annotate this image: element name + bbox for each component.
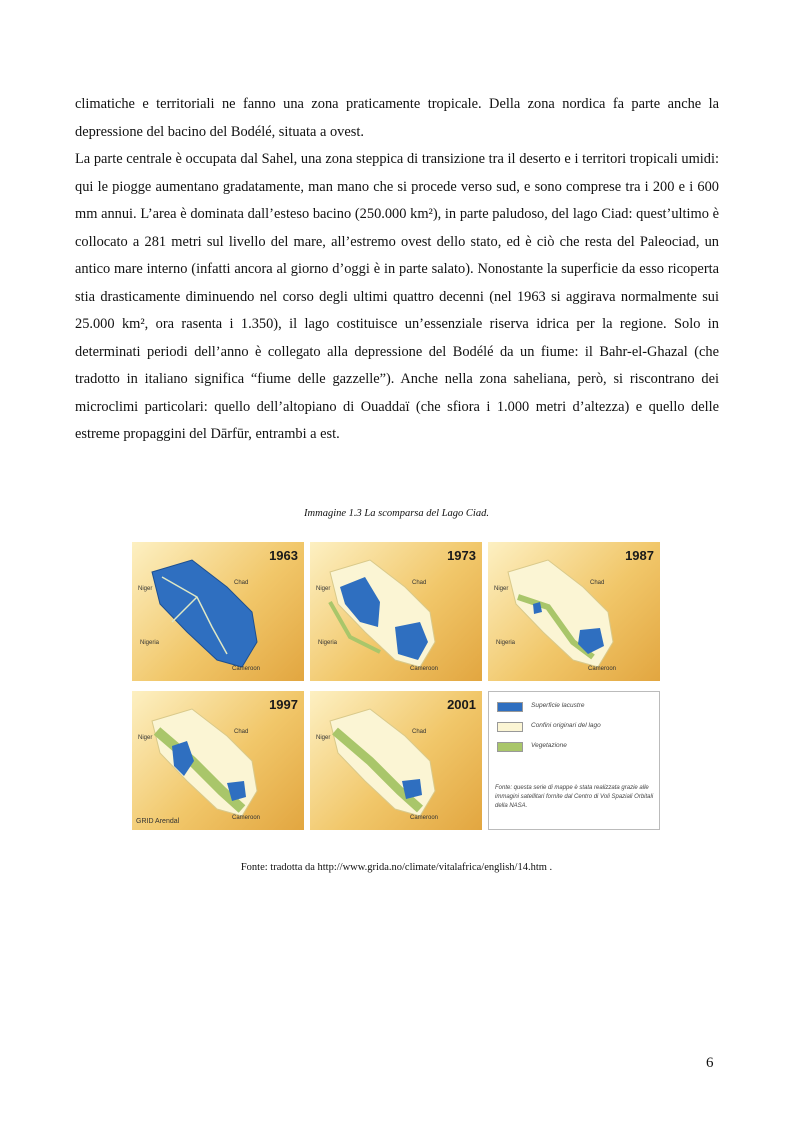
map-panel-2001 <box>310 691 482 830</box>
country-label: Nigeria <box>318 640 338 646</box>
country-label: Chad <box>412 729 427 735</box>
map-panel-1997 <box>132 691 304 830</box>
map-panel-1963 <box>132 542 304 681</box>
legend-swatch <box>497 702 523 712</box>
grid-arendal-logo: GRID Arendal <box>136 818 180 825</box>
map-legend <box>488 691 660 830</box>
map-panel-1973 <box>310 542 482 681</box>
panel-year: 1987 <box>625 548 654 563</box>
country-label: Nigeria <box>140 640 160 646</box>
legend-label: Vegetazione <box>531 742 567 749</box>
legend-source-note: Fonte: questa serie di mappe è stata realizzata grazie alle immagini satellitari fornite dal Centro di Voli Spaziali Orbitali della NASA. <box>495 785 654 809</box>
country-label: Cameroon <box>232 815 261 821</box>
country-label: Cameroon <box>410 815 439 821</box>
panel-year: 1973 <box>447 548 476 563</box>
map-panel-1987 <box>488 542 660 681</box>
paragraph: climatiche e territoriali ne fanno una zona praticamente tropicale. Della zona nordica fa parte anche la depressione del bacino del Bodélé, situata a ovest. <box>75 96 719 140</box>
paragraph: La parte centrale è occupata dal Sahel, una zona steppica di transizione tra il deserto e i territori tropicali umidi: qui le piogge aumentano gradatamente, man mano che si procede verso sud, e sono comprese tra i 200 e i 600 mm annui. L’area è dominata dall’esteso bacino (250.000 km²), in parte paludoso, del lago Ciad: quest’ultimo è collocato a 281 metri sul livello del mare, all’estremo ovest dello stato, ed è ciò che resta del Paleociad, un antico mare interno (infatti ancora al giorno d’oggi è in parte salato). Nonostante la superficie da esso ricoperta stia drasticamente diminuendo nel corso degli ultimi quattro decenni (nel 1963 si aggirava normalmente sui 25.000 km², ora rasenta i 1.350), il lago costituisce un’essenziale riserva idrica per la regione. Solo in determinati periodi dell’anno è collegato alla depressione del Bodélé da un fiume: il Bahr-el-Ghazal (che tradotto in italiano significa “fiume delle gazzelle”). Anche nella zona saheliana, però, si riscontrano dei microclimi particolari: quello dell’altopiano di Ouaddaï (che sfiora i 1.000 metri d’altezza) e quello delle estreme propaggini del Dārfūr, entrambi a est. <box>75 151 719 442</box>
country-label: Chad <box>234 580 249 586</box>
lake-chad-maps-figure <box>132 542 662 831</box>
country-label: Niger <box>138 586 153 592</box>
country-label: Niger <box>138 735 153 741</box>
panel-year: 1963 <box>269 548 298 563</box>
legend-label: Superficie lacustre <box>531 702 585 709</box>
figure-caption: Immagine 1.3 La scomparsa del Lago Ciad. <box>304 508 489 519</box>
panel-year: 1997 <box>269 697 298 712</box>
country-label: Cameroon <box>410 666 439 672</box>
legend-swatch <box>497 742 523 752</box>
country-label: Nigeria <box>496 640 516 646</box>
country-label: Cameroon <box>588 666 617 672</box>
country-label: Chad <box>412 580 427 586</box>
panel-year: 2001 <box>447 697 476 712</box>
country-label: Niger <box>316 735 331 741</box>
country-label: Chad <box>590 580 605 586</box>
country-label: Niger <box>494 586 509 592</box>
figure-source: Fonte: tradotta da http://www.grida.no/climate/vitalafrica/english/14.htm . <box>240 862 553 873</box>
legend-swatch <box>497 722 523 732</box>
legend-label: Confini originari del lago <box>531 722 601 729</box>
country-label: Cameroon <box>232 666 261 672</box>
page-number: 6 <box>706 1055 714 1071</box>
country-label: Chad <box>234 729 249 735</box>
country-label: Niger <box>316 586 331 592</box>
